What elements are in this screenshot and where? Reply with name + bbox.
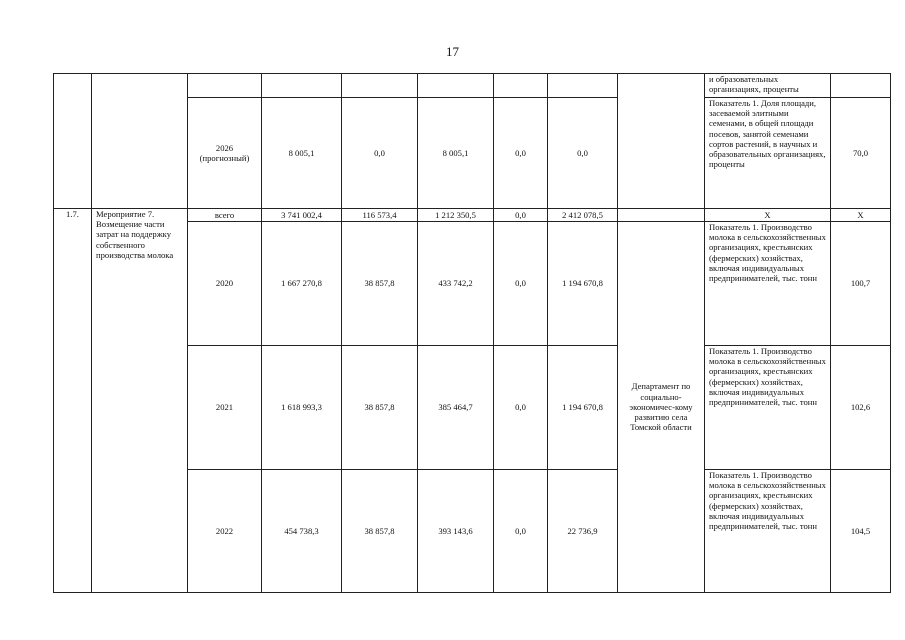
cell-year: всего (188, 209, 262, 222)
cell-num (54, 74, 92, 209)
cell-year: 2021 (188, 346, 262, 470)
cell-name: Мероприятие 7. Возмещение части затрат на поддержку собственного производства молока (92, 209, 188, 593)
cell-regional (418, 74, 494, 98)
cell-federal: 0,0 (342, 98, 418, 209)
cell-extra: 1 194 670,8 (548, 346, 618, 470)
cell-executor (618, 209, 705, 222)
cell-indicator: Показатель 1. Производство молока в сельскохозяйственных организациях, крестьянских (фермерских) хозяйствах, включая индивидуальных предпринимателей, тыс. тонн (705, 222, 831, 346)
cell-extra (548, 74, 618, 98)
cell-regional: 8 005,1 (418, 98, 494, 209)
cell-name (92, 74, 188, 209)
cell-executor: Департамент по социально-экономичес-кому развитию села Томской области (618, 222, 705, 593)
cell-year: 2022 (188, 470, 262, 593)
cell-value: 100,7 (831, 222, 891, 346)
cell-total (262, 74, 342, 98)
cell-extra: 1 194 670,8 (548, 222, 618, 346)
cell-regional: 393 143,6 (418, 470, 494, 593)
cell-indicator: и образовательных организациях, проценты (705, 74, 831, 98)
cell-local: 0,0 (494, 470, 548, 593)
cell-total: 454 738,3 (262, 470, 342, 593)
table-row-total (54, 209, 891, 222)
cell-federal (342, 74, 418, 98)
cell-value: 102,6 (831, 346, 891, 470)
cell-executor (618, 74, 705, 209)
cell-value: Х (831, 209, 891, 222)
table-row (54, 74, 891, 98)
cell-value: 104,5 (831, 470, 891, 593)
cell-year (188, 74, 262, 98)
program-table (53, 73, 891, 593)
cell-indicator: Показатель 1. Производство молока в сельскохозяйственных организациях, крестьянских (фермерских) хозяйствах, включая индивидуальных предпринимателей, тыс. тонн (705, 470, 831, 593)
cell-extra: 22 736,9 (548, 470, 618, 593)
cell-local: 0,0 (494, 209, 548, 222)
cell-total: 1 667 270,8 (262, 222, 342, 346)
cell-extra: 0,0 (548, 98, 618, 209)
cell-regional: 1 212 350,5 (418, 209, 494, 222)
cell-value: 70,0 (831, 98, 891, 209)
cell-federal: 38 857,8 (342, 346, 418, 470)
cell-year: 2026 (прогнозный) (188, 98, 262, 209)
cell-federal: 38 857,8 (342, 470, 418, 593)
cell-local: 0,0 (494, 98, 548, 209)
cell-indicator: Показатель 1. Производство молока в сельскохозяйственных организациях, крестьянских (фермерских) хозяйствах, включая индивидуальных предпринимателей, тыс. тонн (705, 346, 831, 470)
cell-federal: 116 573,4 (342, 209, 418, 222)
cell-regional: 433 742,2 (418, 222, 494, 346)
cell-local: 0,0 (494, 346, 548, 470)
cell-local: 0,0 (494, 222, 548, 346)
cell-regional: 385 464,7 (418, 346, 494, 470)
cell-extra: 2 412 078,5 (548, 209, 618, 222)
cell-total: 8 005,1 (262, 98, 342, 209)
page-number: 17 (446, 44, 459, 59)
cell-num: 1.7. (54, 209, 92, 593)
cell-value (831, 74, 891, 98)
cell-total: 1 618 993,3 (262, 346, 342, 470)
cell-federal: 38 857,8 (342, 222, 418, 346)
cell-year: 2020 (188, 222, 262, 346)
cell-indicator: Х (705, 209, 831, 222)
cell-total: 3 741 002,4 (262, 209, 342, 222)
cell-local (494, 74, 548, 98)
cell-indicator: Показатель 1. Доля площади, засеваемой элитными семенами, в общей площади посевов, занятой семенами сортов растений, в научных и образовательных организациях, проценты (705, 98, 831, 209)
